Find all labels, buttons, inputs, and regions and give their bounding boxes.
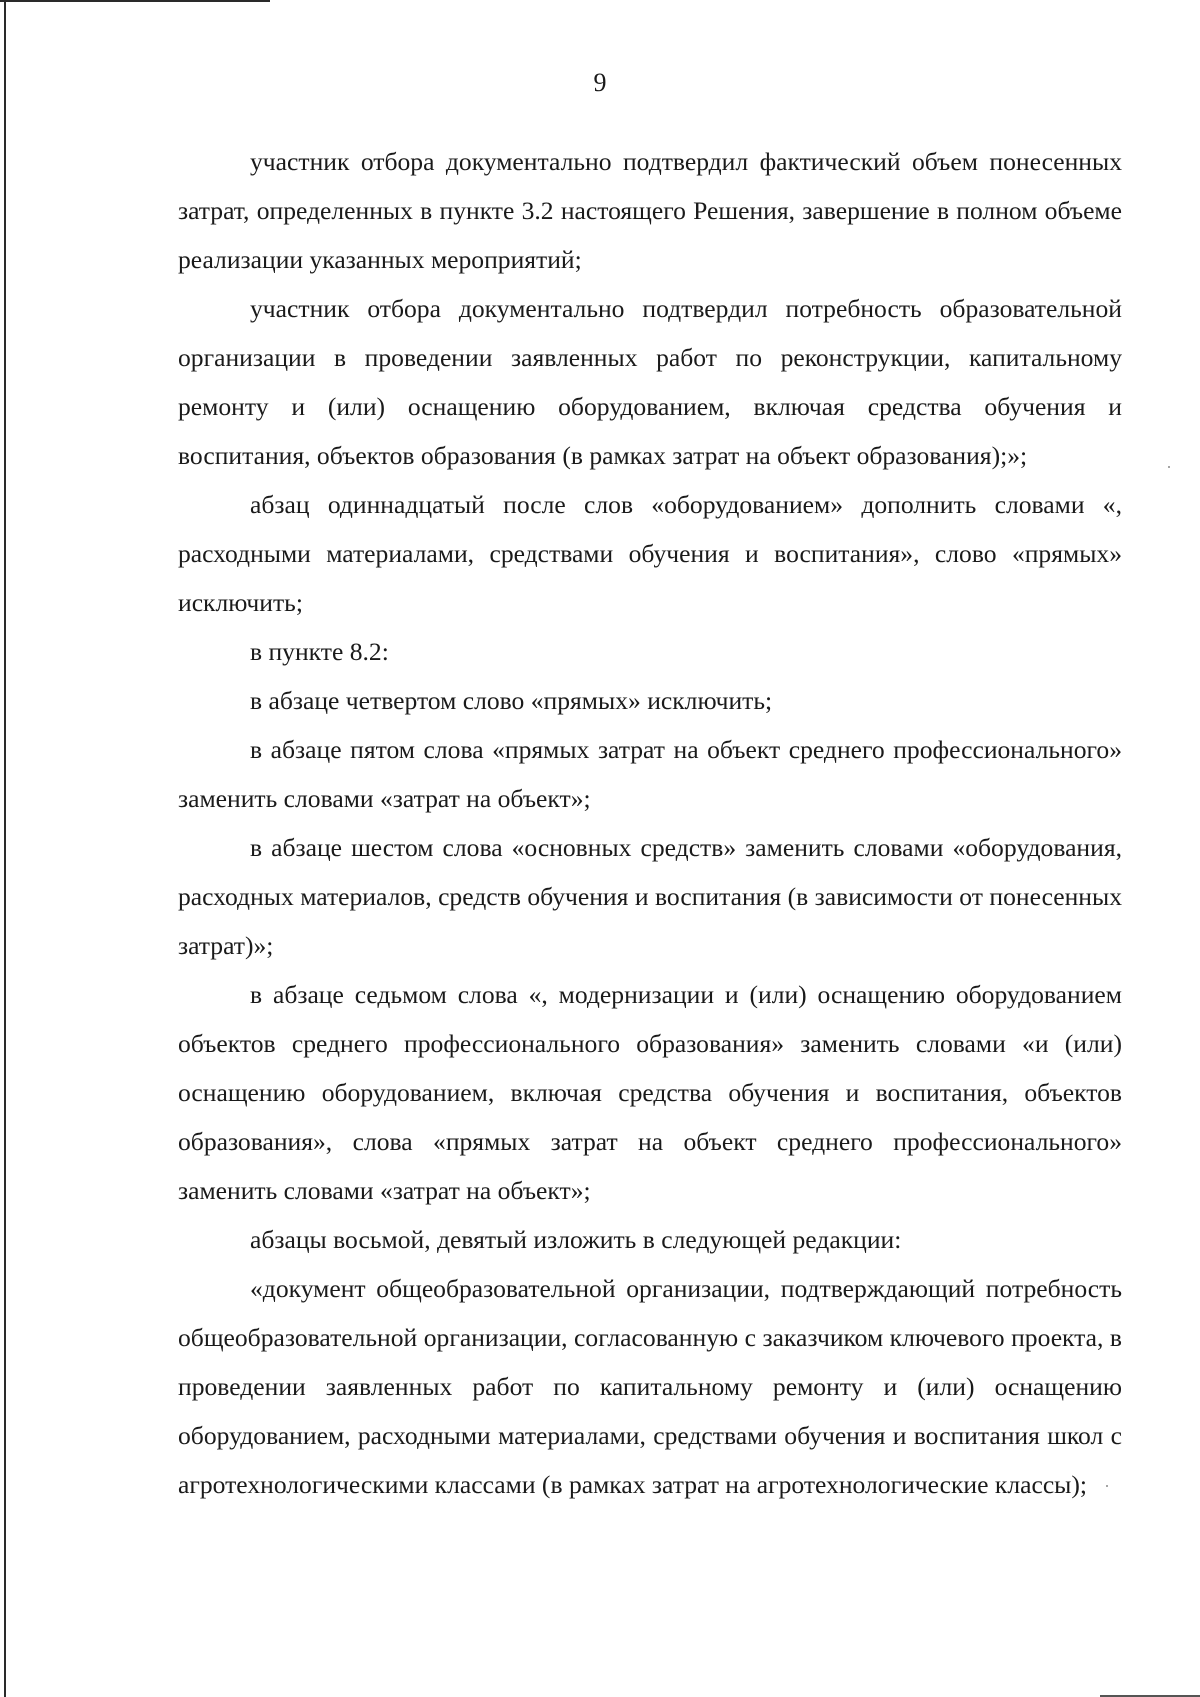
paragraph: «документ общеобразовательной организации, подтверждающий потребность общеобразовательной организации, согласованную с заказчиком ключевого проекта, в проведении заявленных работ по капитальному ремонту и (или) оснащению оборудованием, расходными материалами, средствами обучения и воспитания школ с агротехнологическими классами (в рамках затрат на агротехнологические классы);	[178, 1274, 1122, 1499]
paragraph: абзац одиннадцатый после слов «оборудованием» дополнить словами «, расходными материалами, средствами обучения и воспитания», слово «прямых» исключить;	[178, 490, 1122, 617]
paragraph: в абзаце седьмом слова «, модернизации и (или) оснащению оборудованием объектов среднего профессионального образования» заменить словами «и (или) оснащению оборудованием, включая средства обучения и воспитания, объектов образования», слова «прямых затрат на объект среднего профессионального» заменить словами «затрат на объект»;	[178, 980, 1122, 1205]
paragraph: участник отбора документально подтвердил фактический объем понесенных затрат, определенных в пункте 3.2 настоящего Решения, завершение в полном объеме реализации указанных мероприятий;	[178, 147, 1122, 274]
paragraph: в абзаце шестом слова «основных средств» заменить словами «оборудования, расходных материалов, средств обучения и воспитания (в зависимости от понесенных затрат)»;	[178, 833, 1122, 960]
page-number: 9	[593, 68, 607, 97]
scan-speck	[1168, 466, 1170, 468]
paragraph: участник отбора документально подтвердил потребность образовательной организации в проведении заявленных работ по реконструкции, капитальному ремонту и (или) оснащению оборудованием, включая средства обучения и воспитания, объектов образования (в рамках затрат на объект образования);»;	[178, 294, 1122, 470]
paragraph: абзацы восьмой, девятый изложить в следующей редакции:	[250, 1225, 902, 1254]
paragraph: в абзаце пятом слова «прямых затрат на объект среднего профессионального» заменить словами «затрат на объект»;	[178, 735, 1122, 813]
paragraph: в абзаце четвертом слово «прямых» исключить;	[250, 686, 773, 715]
scan-border-left	[4, 0, 6, 1697]
document-body	[178, 137, 1122, 1509]
paragraph: в пункте 8.2:	[250, 637, 389, 666]
scan-border-top	[0, 0, 270, 2]
